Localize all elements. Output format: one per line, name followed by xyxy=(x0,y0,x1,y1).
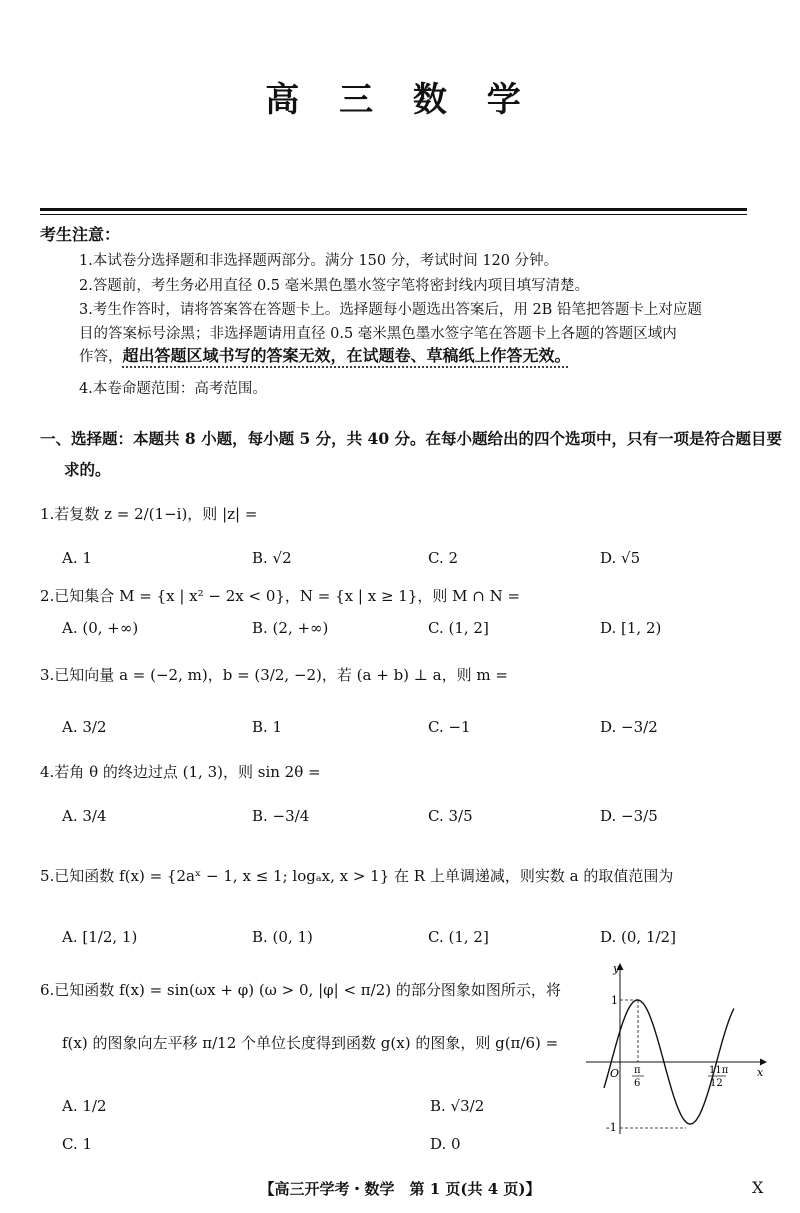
q3-option-a: A. 3/2 xyxy=(62,718,107,736)
q6-option-b: B. √3/2 xyxy=(430,1097,485,1115)
question-3-stem: 3.已知向量 a = (−2, m)，b = (3/2, −2)，若 (a + b) ⊥ a，则 m = xyxy=(40,666,508,684)
q4-option-d: D. −3/5 xyxy=(600,807,658,825)
notice-item-1: 1.本试卷分选择题和非选择题两部分。满分 150 分，考试时间 120 分钟。 xyxy=(79,253,559,269)
y-axis-label: y xyxy=(613,962,620,975)
q5-option-d: D. (0, 1/2] xyxy=(600,928,676,946)
origin-label: O xyxy=(610,1067,620,1080)
q5-option-a: A. [1/2, 1) xyxy=(62,928,138,946)
question-2-stem: 2.已知集合 M = {x | x² − 2x < 0}，N = {x | x ≥ 1}，则 M ∩ N = xyxy=(40,587,521,605)
section-1-header: 一、选择题：本题共 8 小题，每小题 5 分，共 40 分。在每小题给出的四个选项中，只有一项是符合题目要 xyxy=(40,429,783,448)
notice-item-3-line-1: 3.考生作答时，请将答案答在答题卡上。选择题每小题选出答案后，用 2B 铅笔把答题卡上对应题 xyxy=(79,302,702,318)
q5-option-b: B. (0, 1) xyxy=(252,928,313,946)
header-rule-thick xyxy=(40,208,747,211)
q3-option-d: D. −3/2 xyxy=(600,718,658,736)
q4-option-c: C. 3/5 xyxy=(428,807,473,825)
q6-option-a: A. 1/2 xyxy=(62,1097,107,1115)
q2-option-d: D. [1, 2) xyxy=(600,619,662,637)
footer-page-info: 【高三开学考・数学 第 1 页(共 4 页)】 xyxy=(259,1180,541,1198)
section-1-header-cont: 求的。 xyxy=(64,460,111,479)
tick-label-11pi12-num: 11π xyxy=(709,1065,729,1076)
x-axis-label: x xyxy=(757,1066,764,1079)
q2-option-a: A. (0, +∞) xyxy=(62,619,139,637)
q1-option-d: D. √5 xyxy=(600,549,641,567)
header-rule-thin xyxy=(40,214,747,215)
notice-item-4: 4.本卷命题范围：高考范围。 xyxy=(79,381,267,397)
tick-label-pi6-num: π xyxy=(634,1065,641,1076)
q1-option-a: A. 1 xyxy=(62,549,92,567)
q1-option-c: C. 2 xyxy=(428,549,459,567)
q5-option-c: C. (1, 2] xyxy=(428,928,489,946)
tick-label-11pi12-den: 12 xyxy=(710,1078,723,1089)
q4-option-a: A. 3/4 xyxy=(62,807,107,825)
q1-option-b: B. √2 xyxy=(252,549,292,567)
question-4-stem: 4.若角 θ 的终边过点 (1, 3)，则 sin 2θ = xyxy=(40,763,321,781)
q3-option-c: C. −1 xyxy=(428,718,471,736)
q6-option-d: D. 0 xyxy=(430,1135,461,1153)
q3-option-b: B. 1 xyxy=(252,718,283,736)
q2-option-b: B. (2, +∞) xyxy=(252,619,329,637)
notice-emphasis: 超出答题区域书写的答案无效，在试题卷、草稿纸上作答无效。 xyxy=(122,346,571,365)
tick-label-pi6-den: 6 xyxy=(634,1078,641,1089)
notice-item-3-line-3 xyxy=(79,343,571,366)
question-1-stem: 1.若复数 z = 2/(1−i)，则 |z| = xyxy=(40,505,258,523)
question-6-stem-line-2: f(x) 的图象向左平移 π/12 个单位长度得到函数 g(x) 的图象，则 g(π/6) = xyxy=(62,1034,559,1052)
tick-label-1: 1 xyxy=(611,994,618,1007)
q6-option-c: C. 1 xyxy=(62,1135,93,1153)
footer-version-mark: X xyxy=(752,1178,764,1197)
page-title: 高 三 数 学 xyxy=(265,80,535,120)
tick-label-neg1: -1 xyxy=(606,1121,617,1134)
notice-item-2: 2.答题前，考生务必用直径 0.5 毫米黑色墨水签字笔将密封线内项目填写清楚。 xyxy=(79,278,590,294)
notice-heading: 考生注意： xyxy=(40,225,121,244)
q2-option-c: C. (1, 2] xyxy=(428,619,489,637)
notice-item-3-prefix: 作答， xyxy=(79,349,123,365)
question-5-stem: 5.已知函数 f(x) = {2aˣ − 1, x ≤ 1; logₐx, x > 1} 在 R 上单调递减，则实数 a 的取值范围为 xyxy=(40,867,674,885)
notice-item-3-line-2: 目的答案标号涂黑；非选择题请用直径 0.5 毫米黑色墨水签字笔在答题卡上各题的答题区域内 xyxy=(79,326,677,342)
q4-option-b: B. −3/4 xyxy=(252,807,310,825)
question-6-stem-line-1: 6.已知函数 f(x) = sin(ωx + φ) (ω > 0, |φ| < π/2) 的部分图象如图所示，将 xyxy=(40,981,561,999)
sine-graph xyxy=(576,958,772,1138)
